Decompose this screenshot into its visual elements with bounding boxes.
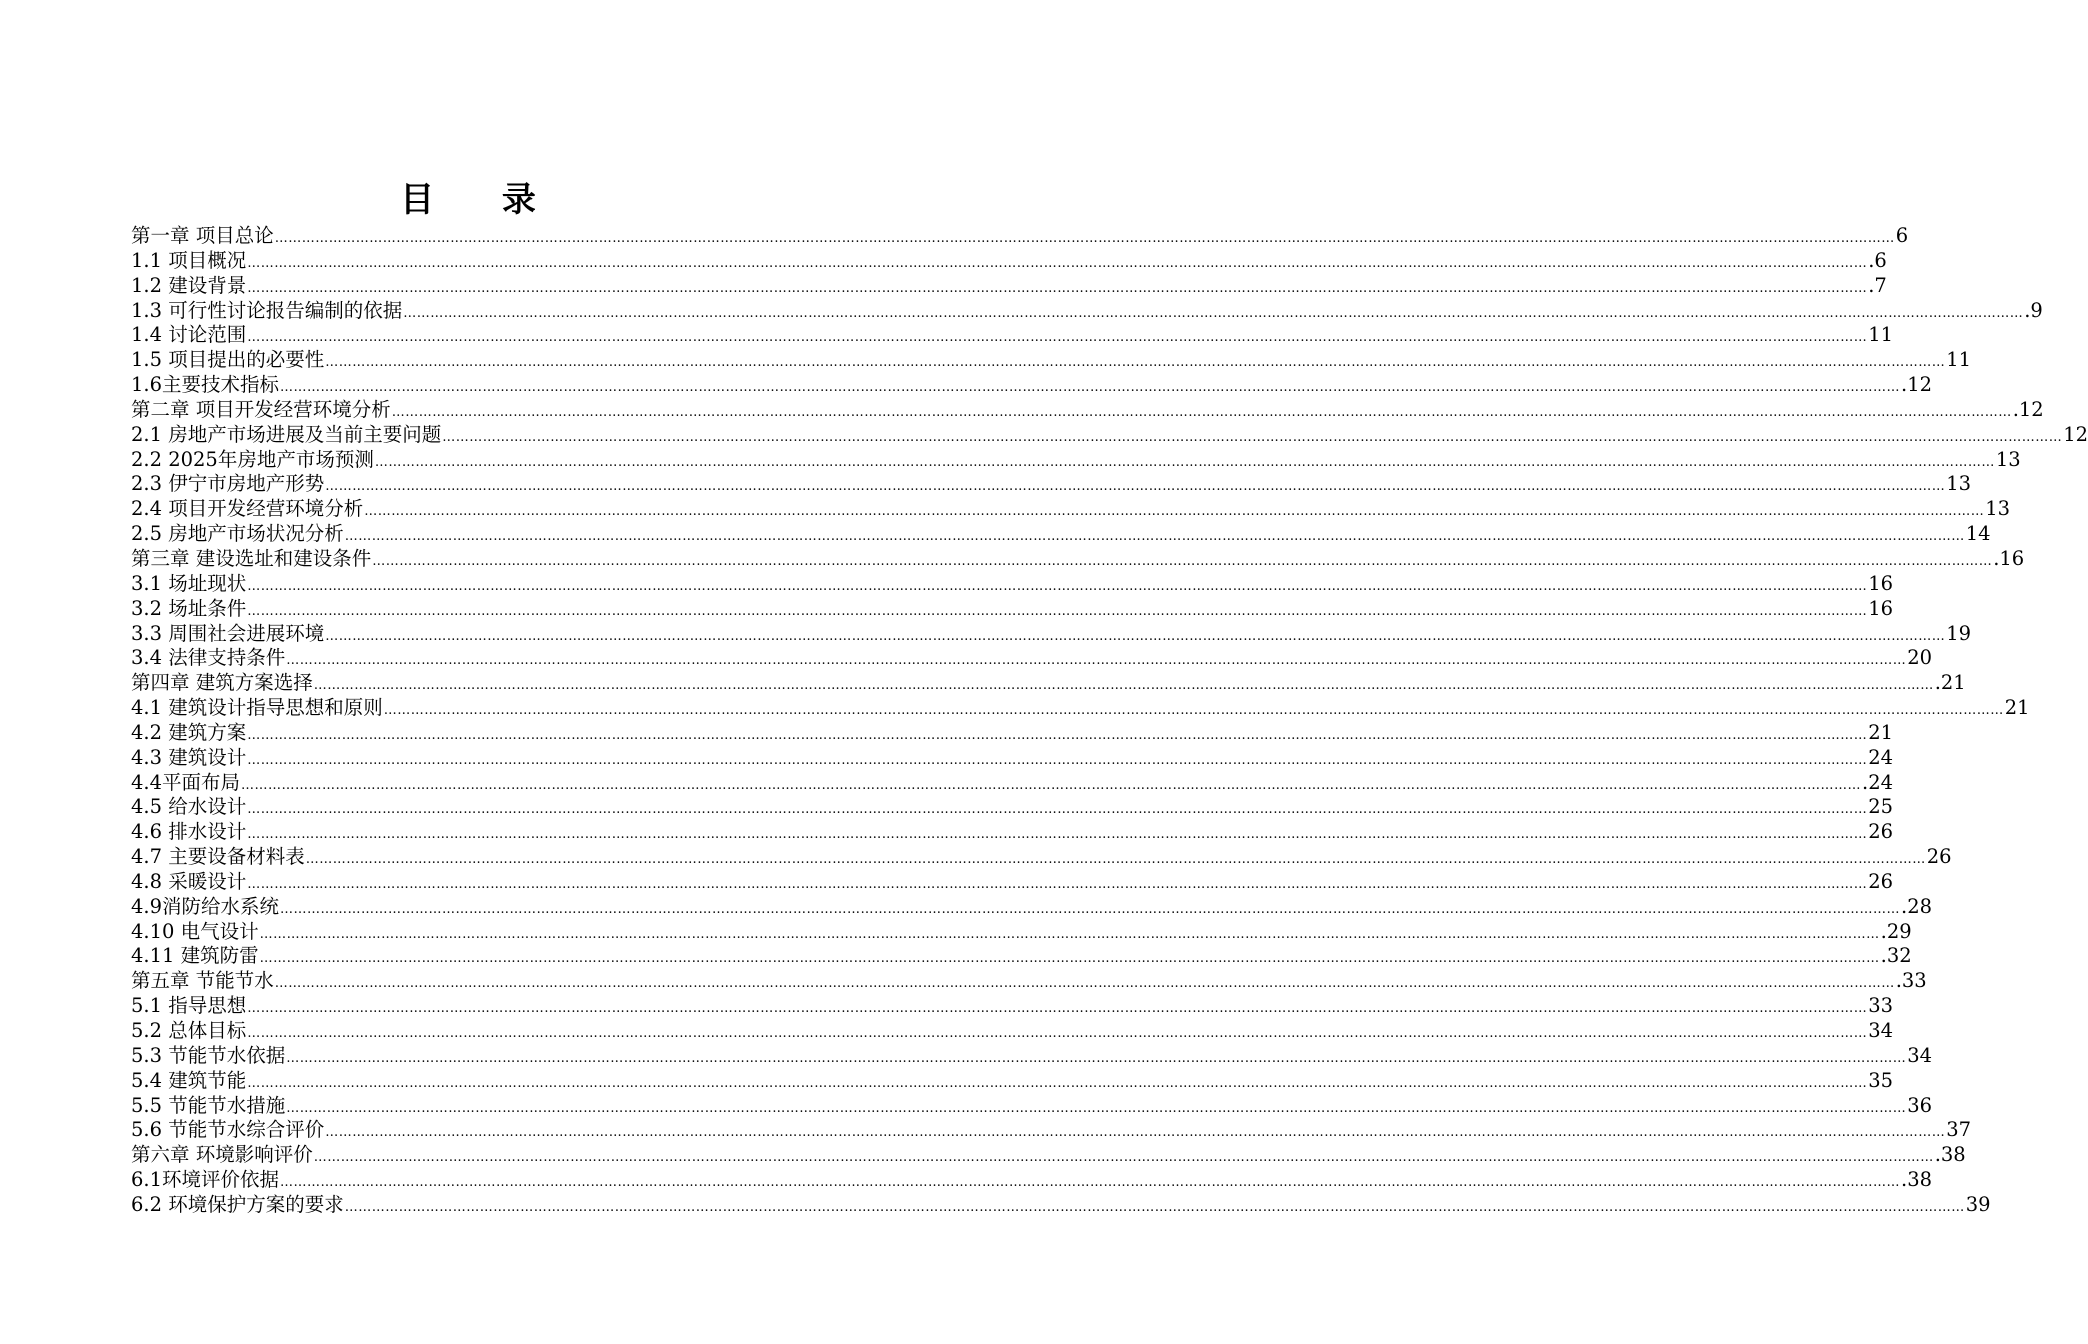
toc-entry-label: 第一章 项目总论 bbox=[131, 224, 274, 247]
toc-entry[interactable] bbox=[131, 894, 1933, 920]
toc-entry[interactable] bbox=[131, 546, 2025, 572]
toc-leader-dots: ……………………………………………………………………………………………………………………………………………………………………………………………………………………………………………………………………………………………………………………………… bbox=[325, 628, 1946, 644]
toc-entry-page-number: .38 bbox=[1934, 1143, 1966, 1167]
toc-leader-dots: ……………………………………………………………………………………………………………………………………………………………………………………………………………………………………………………………………………………………………………………………… bbox=[280, 901, 1901, 917]
toc-entry-label: 5.2 总体目标 bbox=[131, 1019, 247, 1042]
toc-entry-page-number: 21 bbox=[1868, 720, 1894, 744]
toc-entry-page-number: 26 bbox=[1926, 845, 1952, 869]
toc-entry[interactable] bbox=[131, 770, 1894, 796]
toc-leader-dots: ……………………………………………………………………………………………………………………………………………………………………………………………………………………………………………………………………………………………………………………………… bbox=[313, 678, 1934, 694]
toc-entry-page-number: .12 bbox=[1901, 373, 1933, 397]
toc-entry[interactable] bbox=[131, 447, 2021, 473]
toc-leader-dots: ……………………………………………………………………………………………………………………………………………………………………………………………………………………………………………………………………………………………………………………………… bbox=[286, 1050, 1907, 1066]
toc-leader-dots: ……………………………………………………………………………………………………………………………………………………………………………………………………………………………………………………………………………………………………………………………… bbox=[259, 951, 1880, 967]
toc-entry-page-number: 25 bbox=[1868, 795, 1894, 819]
toc-entry[interactable] bbox=[131, 745, 1894, 771]
toc-entry-page-number: 26 bbox=[1868, 820, 1894, 844]
toc-leader-dots: ……………………………………………………………………………………………………………………………………………………………………………………………………………………………………………………………………………………………………………………………… bbox=[313, 1150, 1934, 1166]
toc-leader-dots: ……………………………………………………………………………………………………………………………………………………………………………………………………………………………………………………………………………………………………………………………… bbox=[374, 454, 1995, 470]
toc-entry-page-number: .9 bbox=[2024, 298, 2043, 322]
toc-entry-page-number: 37 bbox=[1946, 1118, 1972, 1142]
toc-leader-dots: ……………………………………………………………………………………………………………………………………………………………………………………………………………………………………………………………………………………………………………………………… bbox=[247, 1001, 1868, 1017]
toc-entry[interactable] bbox=[131, 1143, 1966, 1168]
toc-entry-label: 4.11 建筑防雷 bbox=[131, 944, 259, 968]
toc-entry-label: 6.1环境评价依据 bbox=[131, 1168, 280, 1192]
toc-entry-page-number: .28 bbox=[1901, 894, 1933, 918]
toc-leader-dots: ……………………………………………………………………………………………………………………………………………………………………………………………………………………………………………………………………………………………………………………………… bbox=[247, 1075, 1868, 1091]
toc-entry[interactable] bbox=[131, 348, 1972, 373]
toc-entry[interactable] bbox=[131, 323, 1894, 348]
toc-entry-label: 1.1 项目概况 bbox=[131, 248, 247, 272]
toc-entry[interactable] bbox=[131, 845, 1952, 870]
toc-leader-dots: ……………………………………………………………………………………………………………………………………………………………………………………………………………………………………………………………………………………………………………………………… bbox=[305, 852, 1926, 868]
toc-entry-label: 第五章 节能节水 bbox=[131, 969, 274, 993]
toc-entry[interactable] bbox=[131, 472, 1972, 497]
toc-entry[interactable] bbox=[131, 969, 1927, 994]
toc-entry-label: 5.3 节能节水依据 bbox=[131, 1043, 286, 1067]
toc-entry-label: 4.6 排水设计 bbox=[131, 820, 247, 844]
toc-entry-page-number: 11 bbox=[1868, 323, 1894, 347]
toc-entry[interactable] bbox=[131, 869, 1894, 895]
toc-entry[interactable] bbox=[131, 671, 1966, 696]
toc-leader-dots: ……………………………………………………………………………………………………………………………………………………………………………………………………………………………………………………………………………………………………………………………… bbox=[391, 404, 2012, 420]
toc-entry[interactable] bbox=[131, 919, 1912, 945]
toc-entry-page-number: 39 bbox=[1965, 1192, 1991, 1216]
toc-entry-page-number: 14 bbox=[1965, 522, 1991, 546]
toc-entry-page-number: 13 bbox=[1995, 447, 2021, 471]
toc-entry-label: 2.3 伊宁市房地产形势 bbox=[131, 472, 325, 496]
toc-entry-page-number: 16 bbox=[1868, 571, 1894, 595]
toc-leader-dots: ……………………………………………………………………………………………………………………………………………………………………………………………………………………………………………………………………………………………………………………………… bbox=[247, 330, 1868, 346]
toc-entry-page-number: 13 bbox=[1985, 497, 2011, 521]
toc-entry[interactable] bbox=[131, 596, 1894, 622]
toc-leader-dots: ……………………………………………………………………………………………………………………………………………………………………………………………………………………………………………………………………………………………………………………………… bbox=[280, 1175, 1901, 1191]
toc-entry-page-number: 26 bbox=[1868, 869, 1894, 893]
toc-entry[interactable] bbox=[131, 298, 2043, 324]
toc-entry-label: 4.9消防给水系统 bbox=[131, 894, 280, 918]
toc-entry-label: 1.5 项目提出的必要性 bbox=[131, 348, 325, 372]
toc-entry-page-number: 19 bbox=[1946, 621, 1972, 645]
toc-entry[interactable] bbox=[131, 720, 1894, 746]
toc-entry-page-number: 33 bbox=[1868, 994, 1894, 1018]
toc-entry[interactable] bbox=[131, 1168, 1933, 1193]
toc-entry-label: 4.1 建筑设计指导思想和原则 bbox=[131, 696, 383, 720]
toc-leader-dots: ……………………………………………………………………………………………………………………………………………………………………………………………………………………………………………………………………………………………………………………………… bbox=[325, 1125, 1946, 1141]
toc-entry[interactable] bbox=[131, 1068, 1894, 1094]
toc-leader-dots: ……………………………………………………………………………………………………………………………………………………………………………………………………………………………………………………………………………………………………………………………… bbox=[247, 255, 1868, 271]
toc-entry-label: 1.4 讨论范围 bbox=[131, 323, 247, 347]
toc-entry[interactable] bbox=[131, 1043, 1933, 1069]
toc-entry-page-number: 11 bbox=[1946, 348, 1972, 372]
toc-entry-page-number: .7 bbox=[1868, 273, 1887, 297]
toc-leader-dots: ……………………………………………………………………………………………………………………………………………………………………………………………………………………………………………………………………………………………………………………………… bbox=[286, 1100, 1907, 1116]
toc-entry[interactable] bbox=[131, 795, 1894, 820]
toc-entry-label: 第六章 环境影响评价 bbox=[131, 1143, 313, 1167]
toc-entry-page-number: 20 bbox=[1907, 646, 1933, 670]
toc-entry[interactable] bbox=[131, 1019, 1894, 1044]
toc-entry-label: 第四章 建筑方案选择 bbox=[131, 671, 313, 695]
toc-entry-page-number: 16 bbox=[1868, 596, 1894, 620]
toc-leader-dots: ……………………………………………………………………………………………………………………………………………………………………………………………………………………………………………………………………………………………………………………………… bbox=[247, 827, 1868, 843]
toc-leader-dots: ……………………………………………………………………………………………………………………………………………………………………………………………………………………………………………………………………………………………………………………………… bbox=[364, 504, 1985, 520]
toc-entry[interactable] bbox=[131, 273, 1887, 299]
toc-entry-page-number: 12 bbox=[2063, 422, 2088, 446]
toc-entry[interactable] bbox=[131, 696, 2030, 721]
toc-entry[interactable] bbox=[131, 994, 1894, 1019]
toc-entry[interactable] bbox=[131, 397, 2044, 423]
toc-leader-dots: ……………………………………………………………………………………………………………………………………………………………………………………………………………………………………………………………………………………………………………………………… bbox=[259, 926, 1880, 942]
toc-leader-dots: ……………………………………………………………………………………………………………………………………………………………………………………………………………………………………………………………………………………………………………………………… bbox=[247, 802, 1868, 818]
toc-leader-dots: ……………………………………………………………………………………………………………………………………………………………………………………………………………………………………………………………………………………………………………………………… bbox=[247, 1026, 1868, 1041]
toc-entry-page-number: .32 bbox=[1880, 944, 1912, 968]
toc-entry-page-number: .12 bbox=[2012, 397, 2044, 421]
toc-entry-page-number: 34 bbox=[1907, 1043, 1933, 1067]
toc-entry-page-number: .38 bbox=[1901, 1168, 1933, 1192]
toc-leader-dots: ……………………………………………………………………………………………………………………………………………………………………………………………………………………………………………………………………………………………………………………………… bbox=[325, 355, 1946, 371]
toc-entry-label: 4.3 建筑设计 bbox=[131, 745, 247, 769]
toc-entry-label: 第二章 项目开发经营环境分析 bbox=[131, 397, 391, 421]
toc-entry-label: 1.2 建设背景 bbox=[131, 273, 247, 297]
toc-entry[interactable] bbox=[131, 1093, 1933, 1119]
toc-entry-label: 2.4 项目开发经营环境分析 bbox=[131, 497, 364, 521]
toc-entry-page-number: 6 bbox=[1895, 224, 1909, 247]
toc-entry-page-number: .24 bbox=[1862, 770, 1894, 794]
toc-leader-dots: ……………………………………………………………………………………………………………………………………………………………………………………………………………………………………………………………………………………………………………………………… bbox=[372, 553, 1993, 569]
toc-leader-dots: ……………………………………………………………………………………………………………………………………………………………………………………………………………………………………………………………………………………………………………………………… bbox=[280, 380, 1901, 396]
toc-entry-label: 3.2 场址条件 bbox=[131, 596, 247, 620]
toc-entry-page-number: 34 bbox=[1868, 1019, 1894, 1042]
toc-entry-label: 2.1 房地产市场进展及当前主要问题 bbox=[131, 422, 442, 446]
toc-entry-page-number: .29 bbox=[1880, 919, 1912, 943]
toc-entry[interactable] bbox=[131, 646, 1933, 671]
toc-entry-page-number: .21 bbox=[1934, 671, 1966, 695]
toc-entry-page-number: 35 bbox=[1868, 1068, 1894, 1092]
toc-leader-dots: ……………………………………………………………………………………………………………………………………………………………………………………………………………………………………………………………………………………………………………………………… bbox=[286, 653, 1907, 669]
toc-entry-label: 4.10 电气设计 bbox=[131, 919, 259, 943]
toc-entry-label: 1.6主要技术指标 bbox=[131, 373, 280, 397]
toc-entry-page-number: 24 bbox=[1868, 745, 1894, 769]
toc-leader-dots: ……………………………………………………………………………………………………………………………………………………………………………………………………………………………………………………………………………………………………………………………… bbox=[344, 1199, 1965, 1215]
toc-leader-dots: ……………………………………………………………………………………………………………………………………………………………………………………………………………………………………………………………………………………………………………………………… bbox=[247, 578, 1868, 594]
toc-entry-page-number: 21 bbox=[2004, 696, 2030, 720]
toc-leader-dots: ……………………………………………………………………………………………………………………………………………………………………………………………………………………………………………………………………………………………………………………………… bbox=[442, 429, 2063, 445]
toc-entry[interactable] bbox=[131, 621, 1972, 647]
toc-entry-label: 4.4平面布局 bbox=[131, 770, 241, 794]
toc-entry[interactable] bbox=[131, 373, 1933, 398]
toc-leader-dots: ……………………………………………………………………………………………………………………………………………………………………………………………………………………………………………………………………………………………………………………………… bbox=[383, 703, 2004, 719]
toc-leader-dots: ……………………………………………………………………………………………………………………………………………………………………………………………………………………………………………………………………………………………………………………………… bbox=[274, 976, 1895, 992]
toc-entry-label: 6.2 环境保护方案的要求 bbox=[131, 1192, 344, 1216]
toc-entry-label: 5.6 节能节水综合评价 bbox=[131, 1118, 325, 1142]
toc-leader-dots: ……………………………………………………………………………………………………………………………………………………………………………………………………………………………………………………………………………………………………………………………… bbox=[247, 727, 1868, 743]
toc-entry[interactable] bbox=[131, 224, 1909, 249]
toc-entry-label: 2.5 房地产市场状况分析 bbox=[131, 522, 344, 546]
toc-entry-page-number: 36 bbox=[1907, 1093, 1933, 1117]
toc-entry-label: 5.1 指导思想 bbox=[131, 994, 247, 1018]
toc-entry-label: 4.8 采暖设计 bbox=[131, 869, 247, 893]
toc-entry-label: 3.3 周围社会进展环境 bbox=[131, 621, 325, 645]
toc-entry-label: 3.4 法律支持条件 bbox=[131, 646, 286, 670]
toc-leader-dots: ……………………………………………………………………………………………………………………………………………………………………………………………………………………………………………………………………………………………………………………………… bbox=[247, 752, 1868, 768]
toc-entry-label: 5.4 建筑节能 bbox=[131, 1068, 247, 1092]
toc-entry[interactable] bbox=[131, 571, 1894, 597]
toc-entry-label: 4.2 建筑方案 bbox=[131, 720, 247, 744]
toc-entry-label: 2.2 2025年房地产市场预测 bbox=[131, 447, 374, 471]
toc-leader-dots: ……………………………………………………………………………………………………………………………………………………………………………………………………………………………………………………………………………………………………………………………… bbox=[344, 529, 1965, 545]
toc-entry-page-number: 13 bbox=[1946, 472, 1972, 496]
toc-entry[interactable] bbox=[131, 944, 1912, 969]
toc-entry-page-number: .16 bbox=[1993, 546, 2025, 570]
toc-entry[interactable] bbox=[131, 497, 2011, 522]
toc-leader-dots: ……………………………………………………………………………………………………………………………………………………………………………………………………………………………………………………………………………………………………………………………… bbox=[403, 305, 2024, 321]
toc-entry-label: 4.5 给水设计 bbox=[131, 795, 247, 819]
toc-entry[interactable] bbox=[131, 522, 1991, 547]
toc-leader-dots: ……………………………………………………………………………………………………………………………………………………………………………………………………………………………………………………………………………………………………………………………… bbox=[274, 231, 1895, 246]
toc-leader-dots: ……………………………………………………………………………………………………………………………………………………………………………………………………………………………………………………………………………………………………………………………… bbox=[241, 777, 1862, 793]
toc-entry[interactable] bbox=[131, 1118, 1972, 1143]
toc-title: 目 录 bbox=[400, 180, 564, 220]
toc-entry-label: 3.1 场址现状 bbox=[131, 571, 247, 595]
toc-entry[interactable] bbox=[131, 1192, 1991, 1218]
toc-entry-label: 1.3 可行性讨论报告编制的依据 bbox=[131, 298, 403, 322]
toc-entry[interactable] bbox=[131, 820, 1894, 845]
toc-leader-dots: ……………………………………………………………………………………………………………………………………………………………………………………………………………………………………………………………………………………………………………………………… bbox=[247, 876, 1868, 892]
toc-entry-page-number: .6 bbox=[1868, 248, 1887, 272]
toc-leader-dots: ……………………………………………………………………………………………………………………………………………………………………………………………………………………………………………………………………………………………………………………………… bbox=[247, 280, 1868, 296]
toc-leader-dots: ……………………………………………………………………………………………………………………………………………………………………………………………………………………………………………………………………………………………………………………………… bbox=[247, 603, 1868, 619]
toc-entry-label: 5.5 节能节水措施 bbox=[131, 1093, 286, 1117]
toc-entry-label: 第三章 建设选址和建设条件 bbox=[131, 546, 372, 570]
toc-list bbox=[131, 224, 2088, 1218]
toc-entry-label: 4.7 主要设备材料表 bbox=[131, 845, 305, 869]
toc-entry-page-number: .33 bbox=[1895, 969, 1927, 993]
toc-entry[interactable] bbox=[131, 248, 1887, 274]
toc-entry[interactable] bbox=[131, 422, 2088, 448]
toc-leader-dots: ……………………………………………………………………………………………………………………………………………………………………………………………………………………………………………………………………………………………………………………………… bbox=[325, 479, 1946, 495]
